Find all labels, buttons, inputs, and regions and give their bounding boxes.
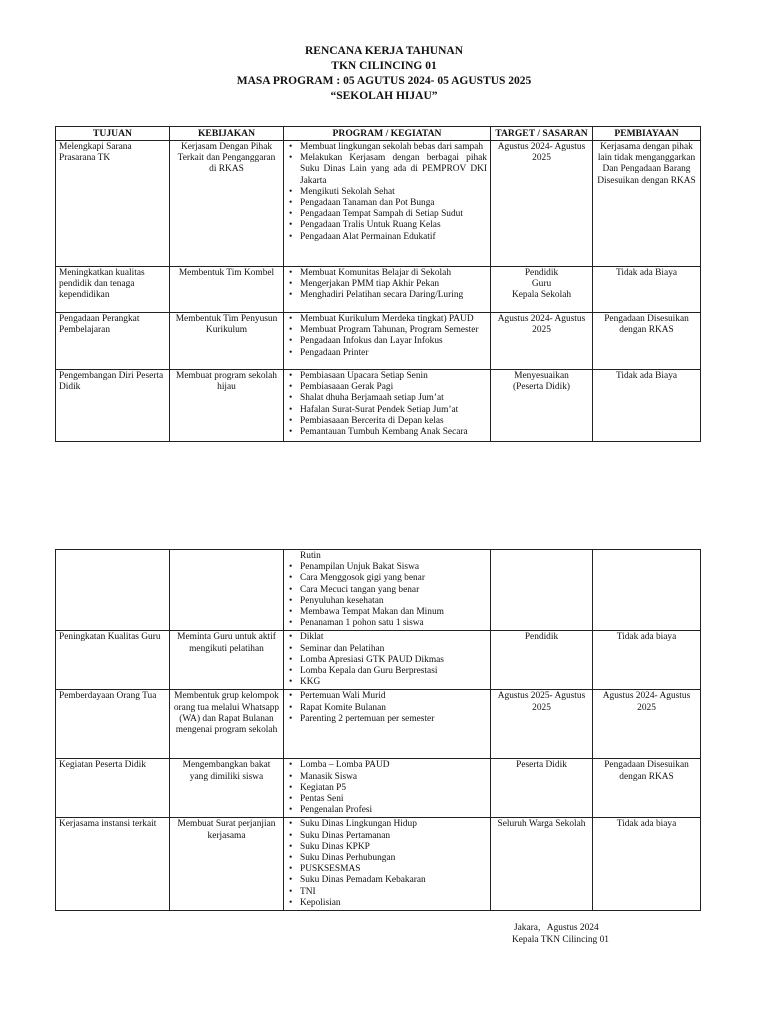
table-row (56, 759, 701, 818)
cell-tujuan: Pengembangan Diri Peserta Didik (56, 370, 170, 442)
cell-kebijakan: Mengembangkan bakat yang dimiliki siswa (170, 759, 284, 818)
program-item: • Lomba Apresiasi GTK PAUD Dikmas (287, 655, 487, 666)
program-list (287, 691, 487, 725)
program-item: • Parenting 2 pertemuan per semester (287, 714, 487, 725)
table-row (56, 631, 701, 690)
document-header (0, 44, 768, 104)
table-row (56, 267, 701, 313)
program-item: • PUSKSESMAS (287, 864, 487, 875)
cell-target: Agustus 2025- Agustus 2025 (491, 690, 593, 759)
cell-program (284, 631, 491, 690)
program-item: • TNI (287, 887, 487, 898)
program-item: • Suku Dinas Pemadam Kebakaran (287, 875, 487, 886)
cell-target: Peserta Didik (491, 759, 593, 818)
cell-program (284, 141, 491, 267)
program-item: • Lomba – Lomba PAUD (287, 760, 487, 771)
program-list (287, 632, 487, 688)
program-item: • Membawa Tempat Makan dan Minum (287, 607, 487, 618)
program-period: MASA PROGRAM : 05 AGUTUS 2024- 05 AGUSTUS 2025 (236, 75, 532, 87)
program-item: • Pengenalan Profesi (287, 805, 487, 816)
program-item: • Membuat lingkungan sekolah bebas dari sampah (287, 142, 487, 153)
table-row (56, 370, 701, 442)
program-item: • Penanaman 1 pohon satu 1 siswa (287, 618, 487, 629)
cell-target: Agustus 2024- Agustus 2025 (491, 313, 593, 370)
cell-pembiayaan: Agustus 2024- Agustus 2025 (593, 690, 701, 759)
cell-tujuan: Melengkapi Sarana Prasarana TK (56, 141, 170, 267)
program-item: • Mengikuti Sekolah Sehat (287, 187, 487, 198)
program-item: • Pengadaan Tempat Sampah di Setiap Sudut (287, 209, 487, 220)
cell-kebijakan: Meminta Guru untuk aktif mengikuti pelatihan (170, 631, 284, 690)
cell-program (284, 818, 491, 911)
cell-program (284, 690, 491, 759)
signature-block (512, 922, 609, 946)
program-item: • Seminar dan Pelatihan (287, 644, 487, 655)
cell-target: Seluruh Warga Sekolah (491, 818, 593, 911)
program-list (287, 551, 487, 629)
program-item: • Penampilan Unjuk Bakat Siswa (287, 562, 487, 573)
cell-program (284, 550, 491, 631)
cell-pembiayaan: Pengadaan Disesuikan dengan RKAS (593, 759, 701, 818)
program-item: • Hafalan Surat-Surat Pendek Setiap Jum’at (287, 405, 487, 416)
program-item: • Pemantauan Tumbuh Kembang Anak Secara (287, 427, 487, 438)
cell-program (284, 759, 491, 818)
cell-pembiayaan: Tidak ada Biaya (593, 370, 701, 442)
program-list (287, 142, 487, 243)
program-item: • Pembiasaaan Gerak Pagi (287, 382, 487, 393)
place-date: Jakara, Agustus 2024 (514, 923, 599, 933)
cell-kebijakan: Kerjasam Dengan Pihak Terkait dan Penganggaran di RKAS (170, 141, 284, 267)
program-item: • Rapat Komite Bulanan (287, 703, 487, 714)
cell-pembiayaan: Tidak ada Biaya (593, 267, 701, 313)
program-item: • Pembiasaaan Bercerita di Depan kelas (287, 416, 487, 427)
cell-pembiayaan: Pengadaan Disesuikan dengan RKAS (593, 313, 701, 370)
program-list (287, 819, 487, 909)
cell-tujuan: Pengadaan Perangkat Pembelajaran (56, 313, 170, 370)
table-row (56, 818, 701, 911)
cell-kebijakan: Membentuk Tim Penyusun Kurikulum (170, 313, 284, 370)
program-item: • Lomba Kepala dan Guru Berprestasi (287, 666, 487, 677)
program-item: • Membuat Program Tahunan, Program Semester (287, 325, 487, 336)
program-item: • Penyuluhan kesehatan (287, 596, 487, 607)
cell-tujuan: Peningkatan Kualitas Guru (56, 631, 170, 690)
cell-tujuan: Meningkatkan kualitas pendidik dan tenaga kependidikan (56, 267, 170, 313)
table-row (56, 690, 701, 759)
cell-target (491, 550, 593, 631)
program-item: • Diklat (287, 632, 487, 643)
program-item: • Pengadaan Infokus dan Layar Infokus (287, 336, 487, 347)
cell-target: Agustus 2024- Agustus 2025 (491, 141, 593, 267)
signatory-title: Kepala TKN Cilincing 01 (512, 935, 609, 945)
program-item: • Kegiatan P5 (287, 783, 487, 794)
document-title: RENCANA KERJA TAHUNAN (304, 45, 464, 57)
cell-kebijakan: Membentuk Tim Kombel (170, 267, 284, 313)
program-item: • Pentas Seni (287, 794, 487, 805)
table-row (56, 550, 701, 631)
cell-tujuan: Pemberdayaan Orang Tua (56, 690, 170, 759)
program-item: • Shalat dhuha Berjamaah setiap Jum’at (287, 393, 487, 404)
program-list (287, 314, 487, 359)
program-item: • Cara Mecuci tangan yang benar (287, 585, 487, 596)
column-header-program: PROGRAM / KEGIATAN (284, 127, 491, 141)
program-item: • Melakukan Kerjasam dengan berbagai pihak Suku Dinas Lain yang ada di PEMPROV DKI Jakarta (287, 153, 487, 187)
program-item: • Pengadaan Tralis Untuk Ruang Kelas (287, 220, 487, 231)
program-list (287, 268, 487, 302)
column-header-pembiayaan: PEMBIAYAAN (593, 127, 701, 141)
cell-program (284, 313, 491, 370)
cell-pembiayaan: Kerjasama dengan pihak lain tidak menganggarkan Dan Pengadaan Barang Disesuikan dengan RKAS (593, 141, 701, 267)
program-item: • Membuat Komunitas Belajar di Sekolah (287, 268, 487, 279)
program-list (287, 371, 487, 438)
program-item: • Manasik Siswa (287, 772, 487, 783)
program-item: • Suku Dinas Perhubungan (287, 853, 487, 864)
program-item: • Suku Dinas KPKP (287, 842, 487, 853)
program-theme: “SEKOLAH HIJAU” (330, 90, 438, 102)
program-item: • Kepolisian (287, 898, 487, 909)
cell-target: Pendidik Guru Kepala Sekolah (491, 267, 593, 313)
program-item: • Suku Dinas Lingkungan Hidup (287, 819, 487, 830)
program-list (287, 760, 487, 816)
table-header-row (56, 127, 701, 141)
cell-pembiayaan (593, 550, 701, 631)
program-item: • Suku Dinas Pertamanan (287, 831, 487, 842)
program-item-continuation: Rutin (300, 551, 321, 561)
cell-target: Menyesuaikan (Peserta Didik) (491, 370, 593, 442)
program-item: • Pembiasaan Upacara Setiap Senin (287, 371, 487, 382)
program-item: • Cara Menggosok gigi yang benar (287, 573, 487, 584)
column-header-kebijakan: KEBIJAKAN (170, 127, 284, 141)
program-item: • Menghadiri Pelatihan secara Daring/Luring (287, 290, 487, 301)
program-item: • Membuat Kurikulum Merdeka tingkat) PAUD (287, 314, 487, 325)
cell-tujuan (56, 550, 170, 631)
cell-pembiayaan: Tidak ada biaya (593, 818, 701, 911)
program-item: • Pengadaan Tanaman dan Pot Bunga (287, 198, 487, 209)
cell-kebijakan: Membentuk grup kelompok orang tua melalui Whatsapp (WA) dan Rapat Bulanan mengenai program sekolah (170, 690, 284, 759)
column-header-tujuan: TUJUAN (56, 127, 170, 141)
cell-tujuan: Kerjasama instansi terkait (56, 818, 170, 911)
school-name: TKN CILINCING 01 (331, 60, 437, 72)
cell-program (284, 370, 491, 442)
cell-kebijakan (170, 550, 284, 631)
program-item: • Pertemuan Wali Murid (287, 691, 487, 702)
cell-kebijakan: Membuat program sekolah hijau (170, 370, 284, 442)
program-item: • Pengadaan Printer (287, 348, 487, 359)
cell-kebijakan: Membuat Surat perjanjian kerjasama (170, 818, 284, 911)
work-plan-table-page-1 (55, 126, 701, 442)
table-row (56, 141, 701, 267)
work-plan-table-page-2 (55, 549, 701, 911)
cell-tujuan: Kegiatan Peserta Didik (56, 759, 170, 818)
cell-target: Pendidik (491, 631, 593, 690)
program-item: • KKG (287, 677, 487, 688)
column-header-target: TARGET / SASARAN (491, 127, 593, 141)
cell-pembiayaan: Tidak ada biaya (593, 631, 701, 690)
table-row (56, 313, 701, 370)
program-item: • Mengerjakan PMM tiap Akhir Pekan (287, 279, 487, 290)
program-item: • Pengadaan Alat Permainan Edukatif (287, 232, 487, 243)
cell-program (284, 267, 491, 313)
